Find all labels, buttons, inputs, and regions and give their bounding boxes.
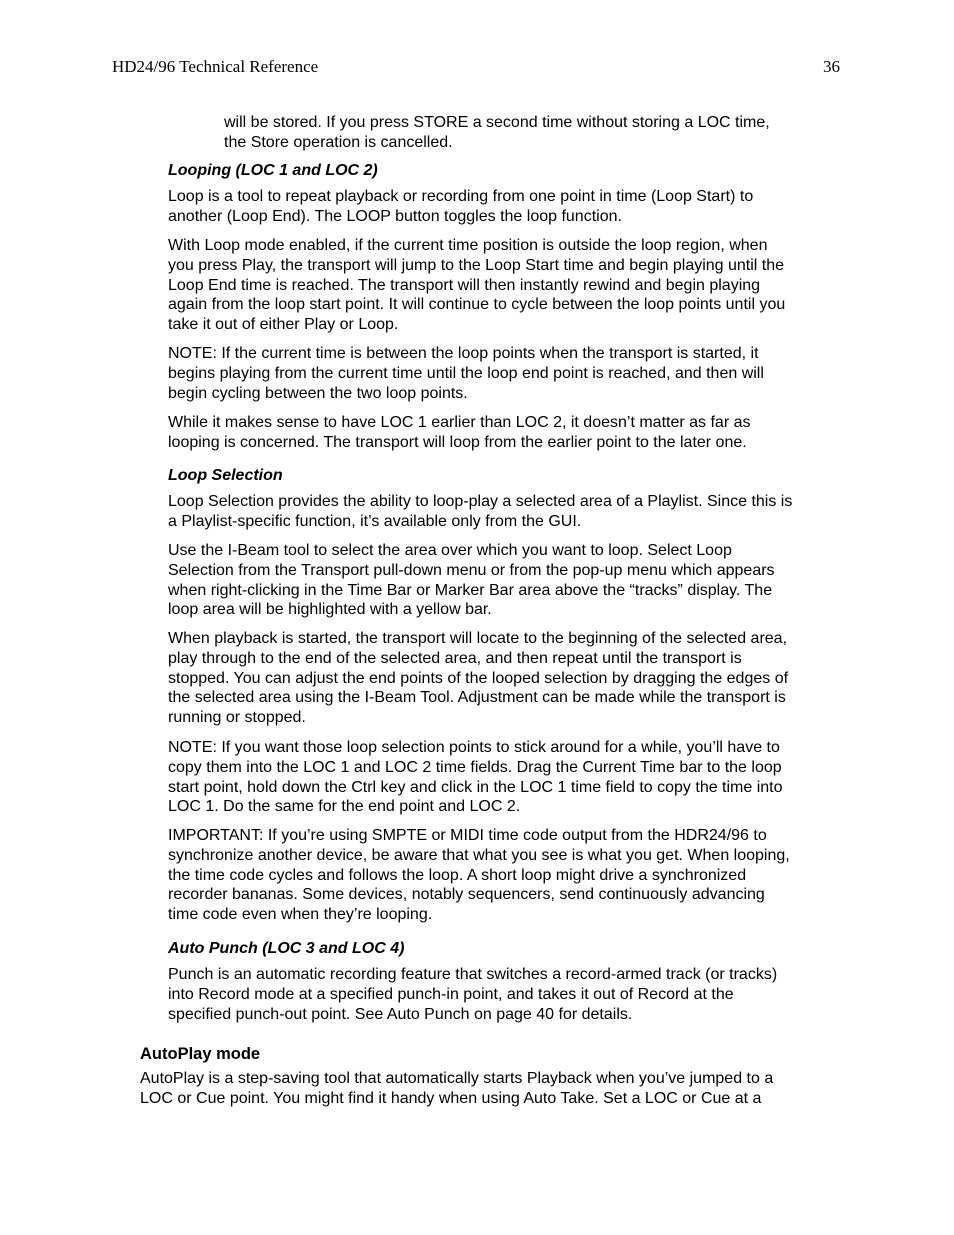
loop-selection-heading: Loop Selection [168, 467, 283, 484]
looping-paragraph-2: With Loop mode enabled, if the current time position is outside the loop region, when you press Play, the transport will jump to the Loop Start time and begin playing until the Loop End time is reached. The transport will then instantly rewind and begin playing again from the loop start point. It will continue to cycle between the loop points until you take it out of either Play or Loop. [168, 237, 786, 334]
looping-paragraph-3: NOTE: If the current time is between the loop points when the transport is started, it begins playing from the current time until the loop end point is reached, and then will begin cycling between the two loop points. [168, 345, 764, 402]
auto-punch-heading: Auto Punch (LOC 3 and LOC 4) [168, 940, 405, 957]
loop-selection-paragraph-4: NOTE: If you want those loop selection points to stick around for a while, you’ll have to copy them into the LOC 1 and LOC 2 time fields. Drag the Current Time bar to the loop start point, hold down the Ctrl key and click in the LOC 1 time field to copy the time into LOC 1. Do the same for the end point and LOC 2. [168, 739, 783, 816]
store-continuation-paragraph: will be stored. If you press STORE a second time without storing a LOC time, the Store operation is cancelled. [224, 114, 770, 151]
page-number: 36 [823, 57, 840, 76]
loop-selection-paragraph-3: When playback is started, the transport will locate to the beginning of the selected area, play through to the end of the selected area, and then repeat until the transport is stopped. You can adjust the end points of the looped selection by dragging the edges of the selected area using the I-Beam Tool. Adjustment can be made while the transport is running or stopped. [168, 630, 789, 727]
loop-selection-paragraph-5: IMPORTANT: If you’re using SMPTE or MIDI time code output from the HDR24/96 to synchronize another device, be aware that what you see is what you get. When looping, the time code cycles and follows the loop. A short loop might drive a synchronized recorder bananas. Some devices, notably sequencers, send continuously advancing time code even when they’re looping. [168, 827, 790, 924]
auto-punch-paragraph-1: Punch is an automatic recording feature that switches a record-armed track (or tracks) into Record mode at a specified punch-in point, and takes it out of Record at the specified punch-out point. See Auto Punch on page 40 for details. [168, 966, 778, 1023]
autoplay-heading: AutoPlay mode [140, 1045, 261, 1063]
loop-selection-paragraph-2: Use the I-Beam tool to select the area over which you want to loop. Select Loop Selection from the Transport pull-down menu or from the pop-up menu which appears when right-clicking in the Time Bar or Marker Bar area above the “tracks” display. The loop area will be highlighted with a yellow bar. [168, 542, 775, 619]
looping-heading: Looping (LOC 1 and LOC 2) [168, 162, 378, 179]
looping-paragraph-4: While it makes sense to have LOC 1 earlier than LOC 2, it doesn’t matter as far as looping is concerned. The transport will loop from the earlier point to the later one. [168, 414, 751, 451]
looping-paragraph-1: Loop is a tool to repeat playback or recording from one point in time (Loop Start) to another (Loop End). The LOOP button toggles the loop function. [168, 188, 754, 225]
running-header-title: HD24/96 Technical Reference [112, 57, 319, 76]
autoplay-paragraph-1: AutoPlay is a step-saving tool that automatically starts Playback when you’ve jumped to a LOC or Cue point. You might find it handy when using Auto Take. Set a LOC or Cue at a [140, 1070, 774, 1107]
loop-selection-paragraph-1: Loop Selection provides the ability to loop-play a selected area of a Playlist. Since this is a Playlist-specific function, it’s available only from the GUI. [168, 493, 793, 530]
